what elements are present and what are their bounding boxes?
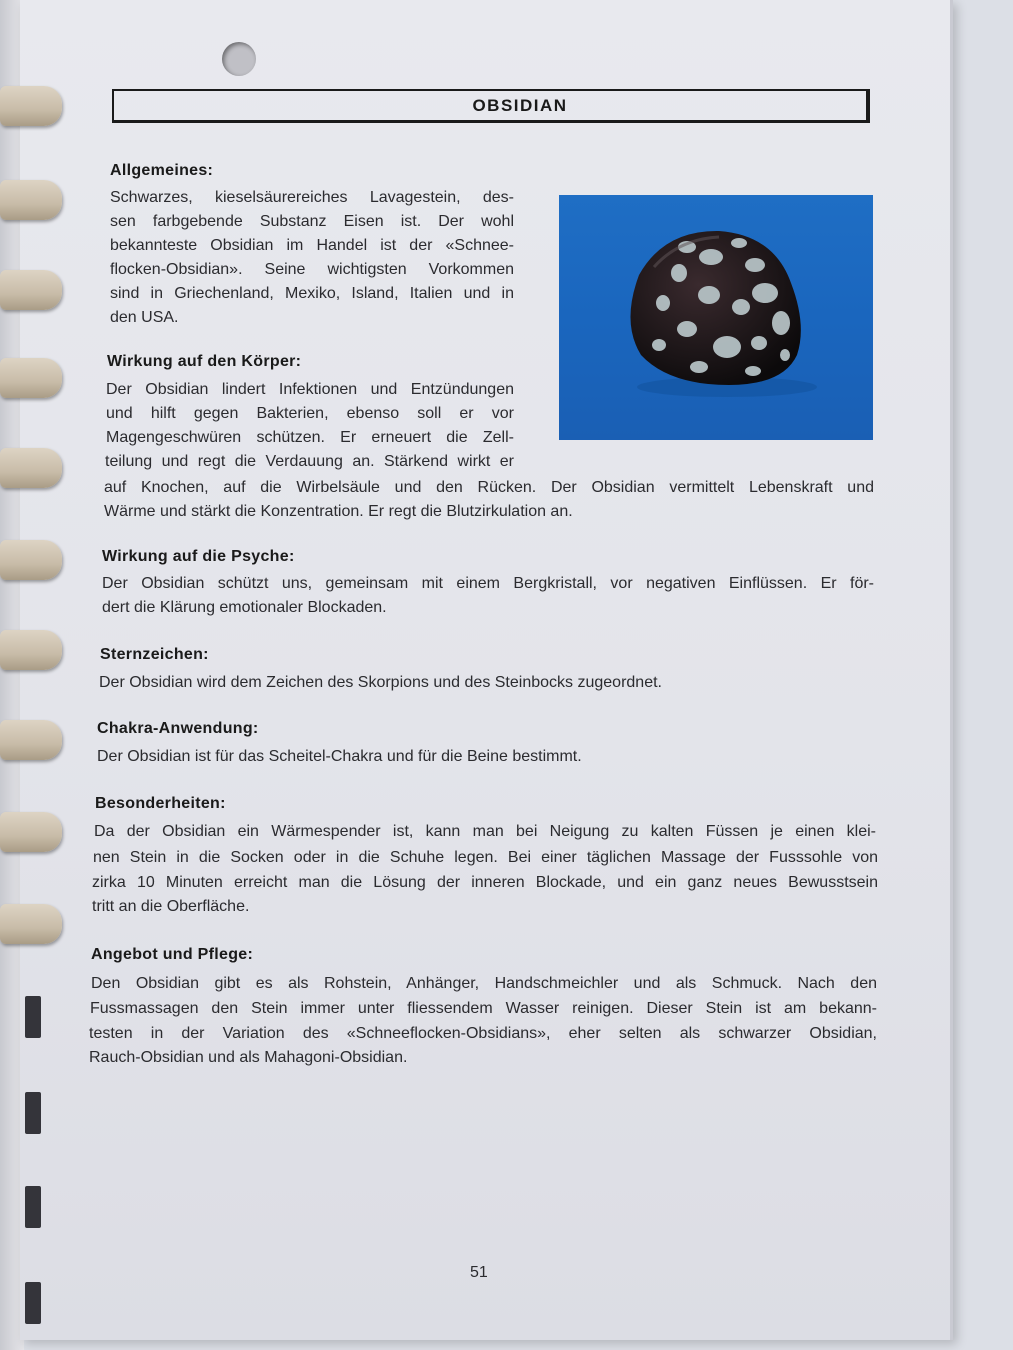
stone-photo	[559, 195, 873, 440]
text-line: bekannteste Obsidian im Handel ist der «Schnee-	[110, 237, 514, 254]
binding-ring	[0, 812, 62, 852]
text-line: Der Obsidian schützt uns, gemeinsam mit einem Bergkristall, vor negativen Einflüssen. Er för-	[102, 575, 874, 592]
binding-slot	[25, 996, 41, 1038]
binding-ring	[0, 86, 62, 126]
text-line: Da der Obsidian ein Wärmespender ist, kann man bei Neigung zu kalten Füssen je einen klei-	[94, 823, 876, 840]
text-line: tritt an die Oberfläche.	[92, 898, 250, 915]
binding-slot	[25, 1186, 41, 1228]
text-line: Fussmassagen den Stein immer unter fliessendem Wasser reinigen. Dieser Stein ist am bekann-	[90, 1000, 877, 1017]
text-line: den USA.	[110, 309, 179, 326]
binding-ring	[0, 358, 62, 398]
section-heading-sternzeichen: Sternzeichen:	[100, 646, 209, 663]
text-line: und hilft gegen Bakterien, ebenso soll er vor	[106, 405, 514, 422]
section-heading-angebot: Angebot und Pflege:	[91, 946, 254, 963]
text-line: Magengeschwüren schützen. Er erneuert die Zell-	[106, 429, 514, 446]
binding-slot	[25, 1282, 41, 1324]
text-line: Den Obsidian gibt es als Rohstein, Anhänger, Handschmeichler und als Schmuck. Nach den	[91, 975, 877, 992]
text-line: sen farbgebende Substanz Eisen ist. Der wohl	[110, 213, 514, 230]
punch-hole	[222, 42, 256, 76]
section-heading-koerper: Wirkung auf den Körper:	[107, 353, 302, 370]
text-line: Schwarzes, kieselsäurereiches Lavagestein, des-	[110, 189, 514, 206]
text-line: nen Stein in die Socken oder in die Schuhe legen. Bei einer täglichen Massage der Fusssohle von	[93, 849, 878, 866]
text-line: flocken-Obsidian». Seine wichtigsten Vorkommen	[110, 261, 514, 278]
text-line: testen in der Variation des «Schneeflocken-Obsidians», eher selten als schwarzer Obsidian,	[89, 1025, 877, 1042]
snowflake-obsidian-image	[559, 195, 873, 440]
binding-ring	[0, 720, 62, 760]
text-line: Der Obsidian ist für das Scheitel-Chakra und für die Beine bestimmt.	[97, 748, 582, 765]
section-heading-besonderheiten: Besonderheiten:	[95, 795, 226, 812]
text-line: auf Knochen, auf die Wirbelsäule und den Rücken. Der Obsidian vermittelt Lebenskraft und	[104, 479, 874, 496]
text-line: sind in Griechenland, Mexiko, Island, Italien und in	[110, 285, 514, 302]
text-line: Rauch-Obsidian und als Mahagoni-Obsidian.	[89, 1049, 408, 1066]
text-line: zirka 10 Minuten erreicht man die Lösung der inneren Blockade, und ein ganz neues Bewusstsein	[92, 874, 878, 891]
text-line: teilung und regt die Verdauung an. Stärkend wirkt er	[105, 453, 514, 470]
page-number: 51	[470, 1264, 488, 1281]
text-line: Der Obsidian wird dem Zeichen des Skorpions und des Steinbocks zugeordnet.	[99, 674, 662, 691]
binding-ring	[0, 448, 62, 488]
binding-ring	[0, 904, 62, 944]
section-heading-chakra: Chakra-Anwendung:	[97, 720, 259, 737]
title-box	[112, 89, 870, 123]
section-heading-psyche: Wirkung auf die Psyche:	[102, 548, 295, 565]
page-title: OBSIDIAN	[472, 95, 568, 115]
text-line: dert die Klärung emotionaler Blockaden.	[102, 599, 387, 616]
binding-slot	[25, 1092, 41, 1134]
section-heading-allgemeines: Allgemeines:	[110, 162, 214, 179]
binding-ring	[0, 540, 62, 580]
text-line: Wärme und stärkt die Konzentration. Er regt die Blutzirkulation an.	[104, 503, 573, 520]
text-line: Der Obsidian lindert Infektionen und Entzündungen	[106, 381, 514, 398]
binding-ring	[0, 180, 62, 220]
binding-ring	[0, 270, 62, 310]
binding-ring	[0, 630, 62, 670]
